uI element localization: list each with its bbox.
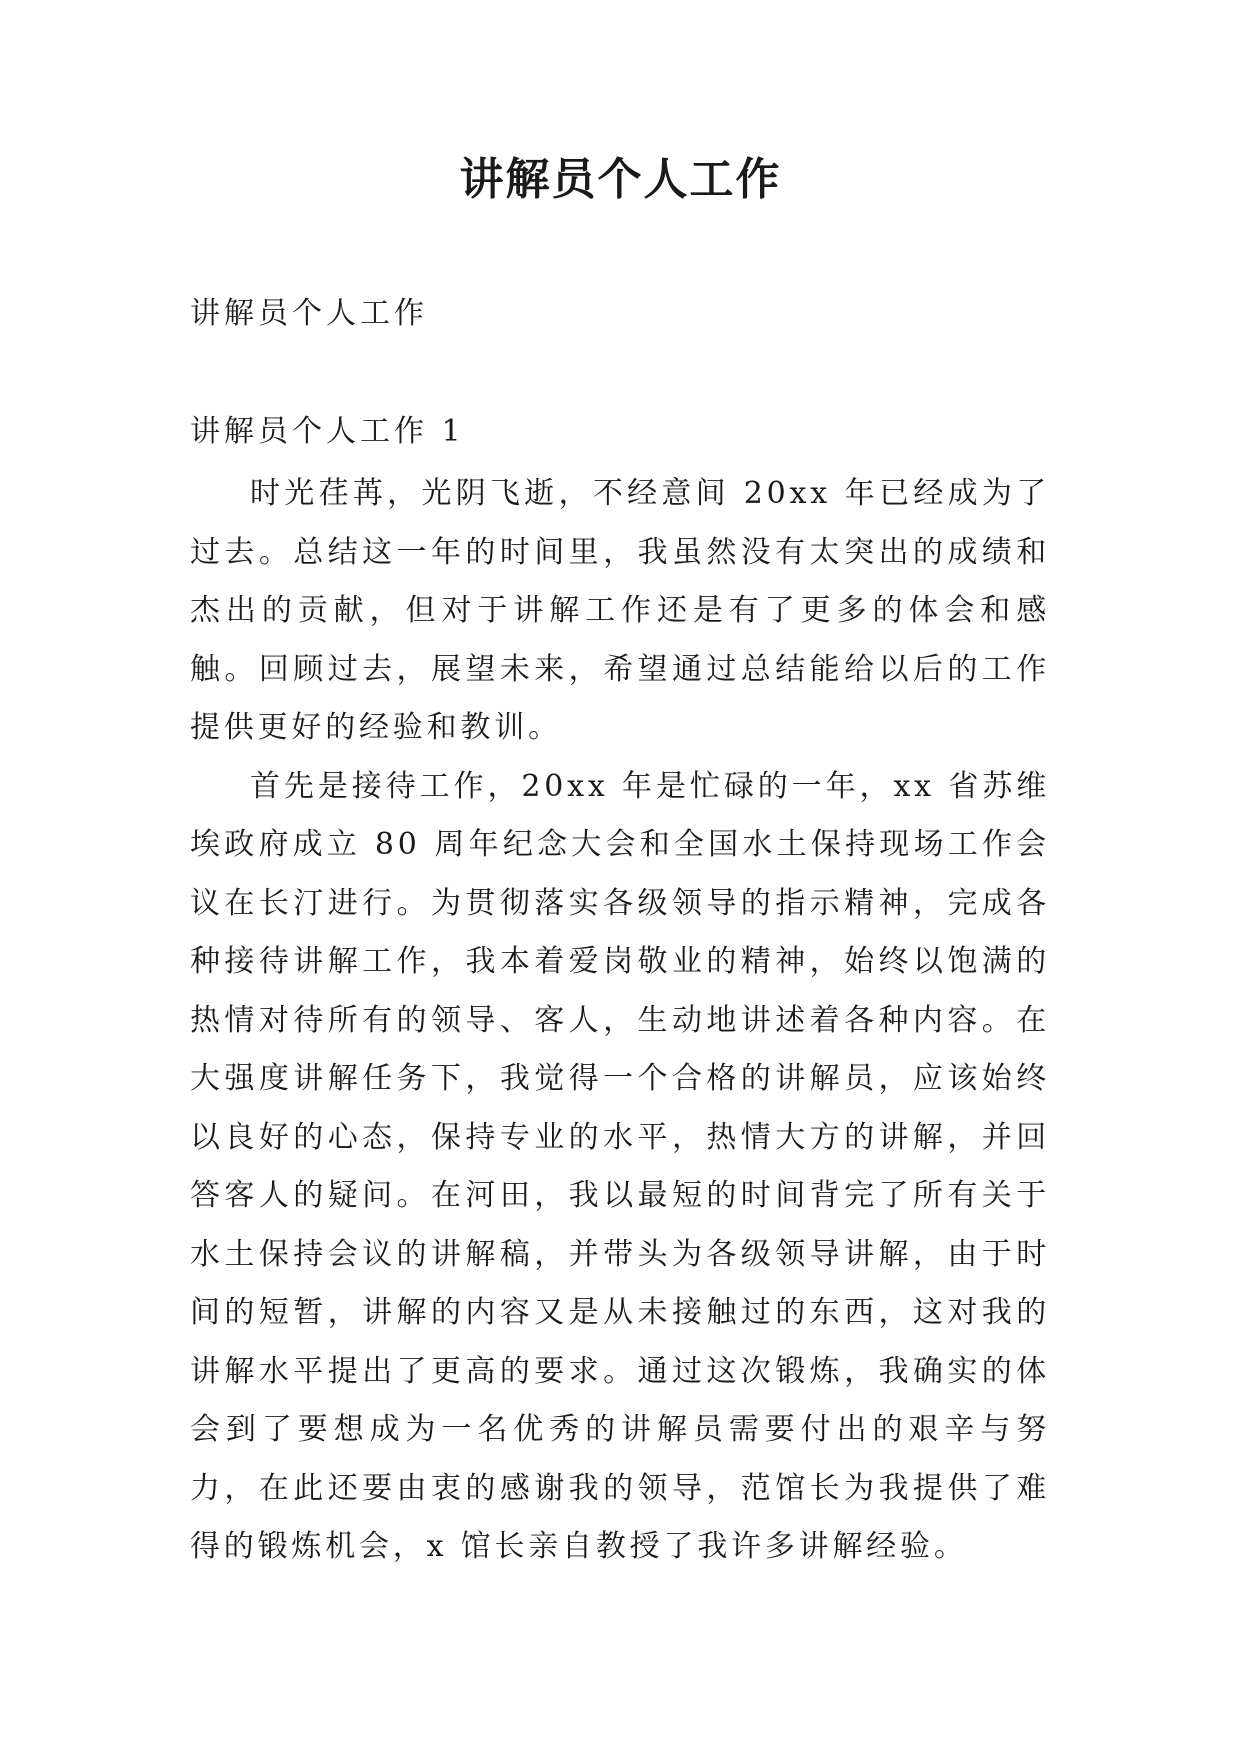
paragraph: 时光荏苒，光阴飞逝，不经意间 20xx 年已经成为了过去。总结这一年的时间里，我虽然没有太突出的成绩和杰出的贡献，但对于讲解工作还是有了更多的体会和感触。回顾过去，展望未来，希望通过总结能给以后的工作提供更好的经验和教训。 [190, 476, 1050, 745]
paragraph: 首先是接待工作，20xx 年是忙碌的一年，xx 省苏维埃政府成立 80 周年纪念大会和全国水土保持现场工作会议在长汀进行。为贯彻落实各级领导的指示精神，完成各种接待讲解工作，我本着爱岗敬业的精神，始终以饱满的热情对待所有的领导、客人，生动地讲述着各种内容。在大强度讲解任务下，我觉得一个合格的讲解员，应该始终以良好的心态，保持专业的水平，热情大方的讲解，并回答客人的疑问。在河田，我以最短的时间背完了所有关于水土保持会议的讲解稿，并带头为各级领导讲解，由于时间的短暂，讲解的内容又是从未接触过的东西，这对我的讲解水平提出了更高的要求。通过这次锻炼，我确实的体会到了要想成为一名优秀的讲解员需要付出的艰辛与努力，在此还要由衷的感谢我的领导，范馆长为我提供了难得的锻炼机会，x 馆长亲自教授了我许多讲解经验。 [190, 768, 1050, 1564]
document-subtitle: 讲解员个人工作 [190, 296, 428, 331]
document-title: 讲解员个人工作 [459, 154, 782, 205]
body-text [190, 465, 1050, 1577]
section-heading: 讲解员个人工作 1 [190, 414, 465, 449]
